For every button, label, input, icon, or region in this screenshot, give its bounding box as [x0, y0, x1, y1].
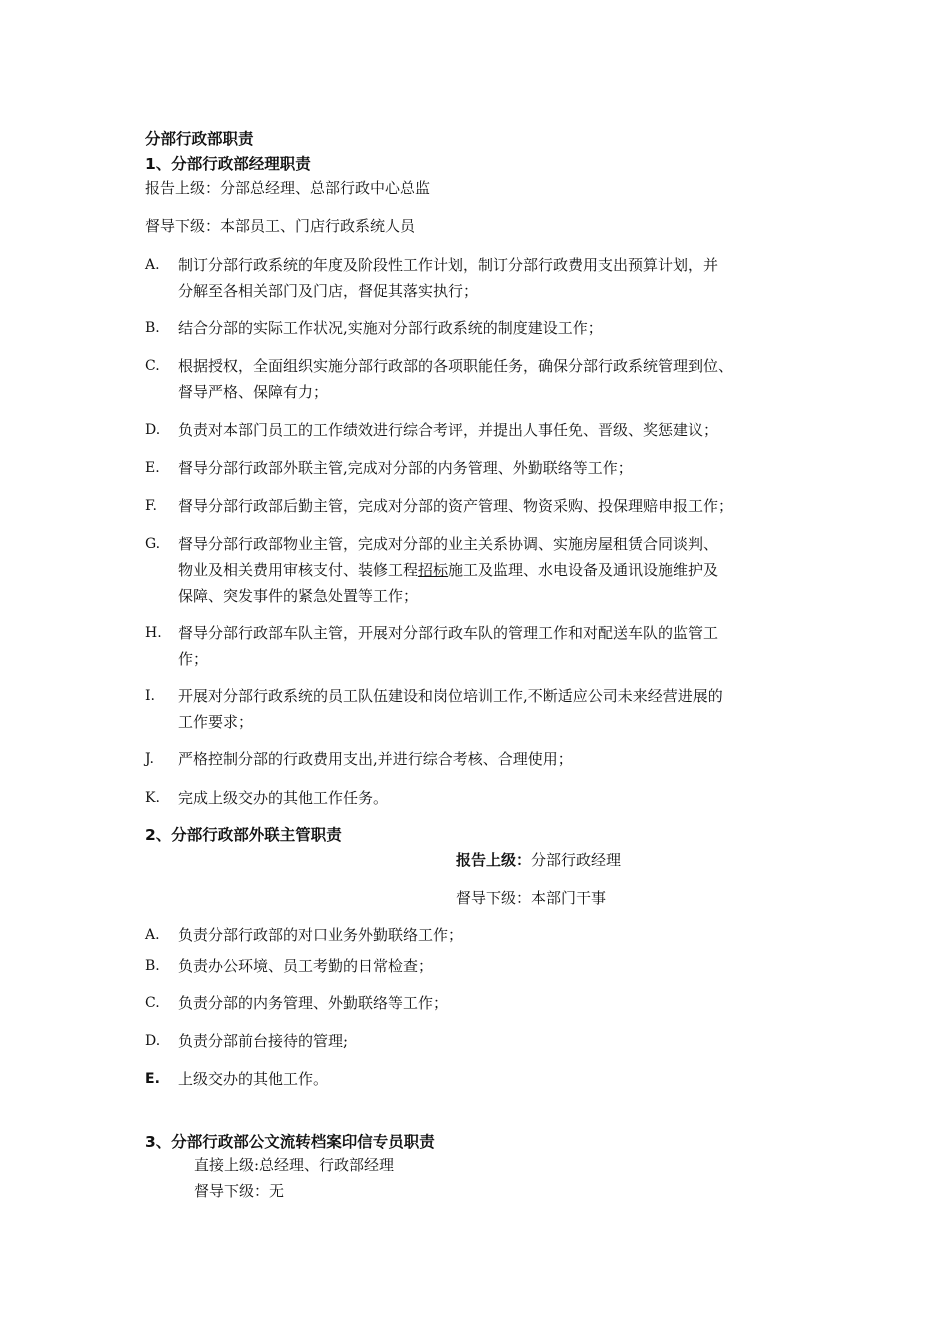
item-text-line: 督导分部行政部车队主管，开展对分部行政车队的管理工作和对配送车队的监管工	[178, 624, 719, 642]
section-2-report-line	[456, 847, 621, 873]
list-item	[178, 746, 808, 772]
page-title: 分部行政部职责	[145, 130, 254, 148]
item-label: C.	[145, 995, 160, 1011]
item-label: D.	[145, 422, 161, 438]
item-label: E.	[145, 1071, 160, 1087]
item-text-line: 负责对本部门员工的工作绩效进行综合考评，并提出人事任免、晋级、奖惩建议；	[178, 421, 719, 439]
underlined-term: 招标	[418, 561, 449, 579]
report-value: 分部行政经理	[531, 851, 622, 869]
item-label: K.	[145, 790, 160, 806]
item-label: G.	[145, 536, 161, 552]
item-text-line: 严格控制分部的行政费用支出,并进行综合考核、合理使用；	[178, 750, 573, 768]
item-text-line: 完成上级交办的其他工作任务。	[178, 789, 389, 807]
item-text-line: 根据授权，全面组织实施分部行政部的各项职能任务，确保分部行政系统管理到位、	[178, 357, 734, 375]
item-text-line: 作；	[178, 650, 209, 668]
item-label: F.	[145, 498, 157, 514]
report-label: 报告上级：	[456, 851, 532, 869]
item-text-line: 督导分部行政部外联主管,完成对分部的内务管理、外勤联络等工作；	[178, 459, 633, 477]
item-text-segment: 物业及相关费用审核支付、装修工程	[178, 561, 419, 579]
list-item: 负责分部行政部的对口业务外勤联络工作；	[178, 926, 464, 944]
item-label: B.	[145, 958, 160, 974]
section-3-heading: 3、分部行政部公文流转档案印信专员职责	[145, 1133, 435, 1151]
list-item	[178, 683, 808, 735]
list-item	[178, 620, 808, 672]
item-text-segment: 施工及监理、水电设备及通讯设施维护及	[448, 561, 719, 579]
list-item	[178, 455, 808, 481]
list-item	[178, 353, 808, 405]
item-label: A.	[145, 927, 160, 943]
item-text-line: 保障、突发事件的紧急处置等工作；	[178, 587, 419, 605]
item-text-line: 督导严格、保障有力；	[178, 383, 329, 401]
item-text-line: 督导分部行政部后勤主管，完成对分部的资产管理、物资采购、投保理赔申报工作；	[178, 497, 734, 515]
list-item: 负责办公环境、员工考勤的日常检查；	[178, 957, 434, 975]
list-item: 上级交办的其他工作。	[178, 1070, 329, 1088]
item-text-line: 开展对分部行政系统的员工队伍建设和岗位培训工作,不断适应公司未来经营进展的	[178, 687, 723, 705]
item-text-line: 分解至各相关部门及门店，督促其落实执行；	[178, 282, 479, 300]
section-1-heading: 1、分部行政部经理职责	[145, 155, 311, 173]
item-text-line: 工作要求；	[178, 713, 254, 731]
item-label: I.	[145, 688, 155, 704]
section-3-report-line: 直接上级:总经理、行政部经理	[194, 1156, 395, 1174]
list-item	[178, 785, 808, 811]
section-2-supervise-line: 督导下级：本部门干事	[456, 889, 607, 907]
item-label: E.	[145, 460, 160, 476]
section-1-report-line: 报告上级：分部总经理、总部行政中心总监	[145, 179, 431, 197]
list-item	[178, 315, 808, 341]
item-text-line: 督导分部行政部物业主管，完成对分部的业主关系协调、实施房屋租赁合同谈判、	[178, 535, 719, 553]
section-1-supervise-line: 督导下级：本部员工、门店行政系统人员	[145, 217, 416, 235]
list-item: 负责分部前台接待的管理;	[178, 1032, 349, 1050]
list-item	[178, 531, 808, 609]
item-label: C.	[145, 358, 160, 374]
item-label: J.	[145, 751, 154, 767]
item-label: A.	[145, 257, 160, 273]
section-3-supervise-line: 督导下级：无	[194, 1182, 285, 1200]
list-item	[178, 493, 808, 519]
item-label: D.	[145, 1033, 161, 1049]
item-text-line: 结合分部的实际工作状况,实施对分部行政系统的制度建设工作；	[178, 319, 603, 337]
item-label: B.	[145, 320, 160, 336]
item-text-line: 制订分部行政系统的年度及阶段性工作计划，制订分部行政费用支出预算计划，并	[178, 256, 719, 274]
list-item: 负责分部的内务管理、外勤联络等工作；	[178, 994, 449, 1012]
list-item	[178, 417, 808, 443]
list-item	[178, 252, 808, 304]
section-2-heading: 2、分部行政部外联主管职责	[145, 826, 342, 844]
item-text-line	[178, 557, 808, 583]
item-label: H.	[145, 625, 162, 641]
